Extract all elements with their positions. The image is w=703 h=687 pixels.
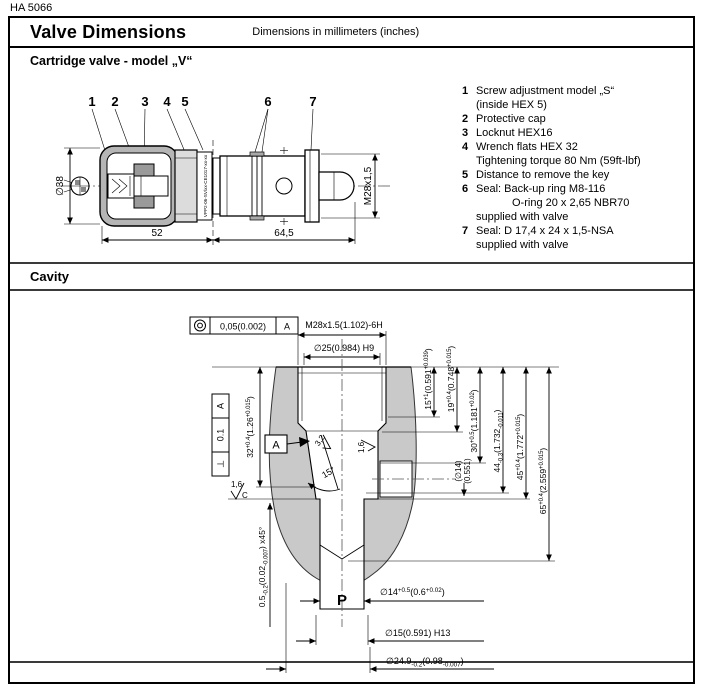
dia14-ref-label: (∅14): [454, 460, 463, 482]
thread-label: M28x1.5(1.102)-6H: [305, 320, 383, 330]
legend-line: (inside HEX 5): [476, 98, 547, 111]
valve-section-title: Cartridge valve - model „V“: [30, 54, 193, 68]
left-fcf-datum: A: [215, 402, 226, 410]
angle-15-label: 15°: [320, 464, 337, 481]
valve-dimensions-section: [10, 48, 693, 262]
valve-legend: [462, 85, 698, 253]
valve-body: [213, 147, 305, 225]
roughness-16c-label: 1,6: [231, 480, 243, 489]
legend-num: 7: [462, 224, 469, 237]
legend-item-6: [462, 183, 698, 225]
legend-item-2: [462, 113, 698, 127]
chamfer-label: $0.5_{-0.2}(0.02_{-0.007})$ x45°: [257, 526, 270, 608]
dim-65-label: $65^{+0.4}(2.559^{+0.015})$: [538, 447, 548, 515]
callout-1: 1: [88, 94, 96, 109]
dia15-label: ∅15(0.591) H13: [385, 628, 451, 638]
dim-45-label: $45^{+0.4}(1.772^{+0.015})$: [515, 413, 525, 481]
cavity-title: Cavity: [30, 269, 70, 284]
legend-line: Wrench flats HEX 32: [476, 140, 578, 153]
dia14-ref-inch-label: (0.551): [463, 458, 472, 484]
body-marking-text: VPP2-06-SV/xx-CE1017-xx-xx: [203, 154, 208, 218]
legend-item-3: [462, 127, 698, 141]
dia249-label: $\emptyset 24.9_{-0.2}(0.98_{-0.007})$: [386, 656, 464, 669]
legend-line: Distance to remove the key: [476, 168, 610, 181]
legend-line: Tightening torque 80 Nm (59ft-lbf): [476, 154, 641, 167]
legend-line: Protective cap: [476, 112, 546, 125]
valve-drawing: [14, 88, 466, 260]
cavity-section-header: [10, 262, 693, 291]
left-fcf-tolerance: 0.1: [215, 428, 226, 442]
concentricity-fcf: [190, 317, 298, 334]
legend-line: Seal: Back-up ring M8-116: [476, 182, 606, 195]
fcf-datum: A: [283, 321, 291, 332]
callout-7: 7: [309, 94, 317, 109]
legend-line: Locknut HEX16: [476, 126, 553, 139]
page-frame: [8, 16, 695, 684]
m28-label: M28x1,5: [363, 166, 374, 206]
legend-item-5: [462, 169, 698, 183]
body-marking-band: [197, 152, 212, 220]
dim-32-label: $32^{+0.4}(1.26^{+0.015})$: [245, 396, 255, 458]
wrench-flats-hex: [175, 150, 197, 222]
seal-grooves: [250, 152, 264, 220]
legend-line: supplied with valve: [476, 238, 569, 251]
adjustment-screw: [108, 174, 134, 198]
roughness-16-c: [231, 480, 248, 500]
callout-6: 6: [264, 94, 272, 109]
legend-num: 6: [462, 182, 469, 195]
dim-dia15: [296, 615, 484, 645]
len-52-label: 52: [151, 228, 163, 239]
dim-chamfer: [257, 503, 270, 627]
dim-19-label: $19^{+0.4}(0.748^{+0.015})$: [446, 345, 456, 413]
perpendicularity-icon: ⊥: [215, 460, 226, 468]
cross-hole: [276, 178, 292, 194]
datum-a-label: A: [272, 439, 280, 452]
legend-item-1: [462, 85, 698, 113]
valve-stem: [319, 172, 354, 200]
legend-item-7: [462, 225, 698, 253]
legend-num: 3: [462, 126, 469, 139]
len-64-label: 64,5: [274, 228, 294, 239]
port-p-label: P: [336, 592, 348, 609]
legend-num: 5: [462, 168, 469, 181]
legend-num: 2: [462, 112, 469, 125]
dia14-label: $\emptyset 14^{+0.5}(0.6^{+0.02})$: [380, 587, 445, 597]
dim-44-label: $44_{-0.3}(1.732_{-0.011})$: [492, 409, 505, 473]
legend-line: supplied with valve: [476, 210, 569, 223]
legend-num: 4: [462, 140, 469, 153]
roughness-32-label: 3,2: [312, 433, 327, 448]
perpendicularity-fcf: [212, 394, 229, 476]
cavity-drawing: [14, 295, 674, 669]
cavity-section: [10, 291, 693, 669]
legend-line: O-ring 20 x 2,65 NBR70: [512, 196, 630, 209]
callout-5: 5: [181, 94, 189, 109]
units-note: Dimensions in millimeters (inches): [252, 26, 420, 38]
fcf-tolerance: 0,05(0.002): [219, 321, 267, 332]
valve-collar: [305, 150, 319, 222]
callout-2: 2: [111, 94, 119, 109]
page-header: [10, 18, 693, 48]
callout-3: 3: [141, 94, 149, 109]
legend-num: 1: [462, 85, 469, 97]
callout-4: 4: [163, 94, 171, 109]
legend-line: Screw adjustment model „S“: [476, 85, 615, 97]
legend-line: Seal: D 17,4 x 24 x 1,5-NSA: [476, 224, 614, 237]
dia25-label: ∅25(0.984) H9: [313, 343, 375, 353]
legend-item-4: [462, 141, 698, 169]
document-code: HA 5066: [10, 2, 53, 14]
dim-15-label: $15^{+1}(0.591^{+0.039})$: [423, 348, 433, 410]
dim-30-label: $30^{+0.5}(1.181^{+0.02})$: [469, 389, 479, 453]
page-title: Valve Dimensions: [30, 21, 187, 42]
roughness-c-label: C: [242, 491, 248, 500]
dia38-label: ∅38: [55, 176, 66, 196]
roughness-16a-label: 1,6: [357, 441, 366, 453]
